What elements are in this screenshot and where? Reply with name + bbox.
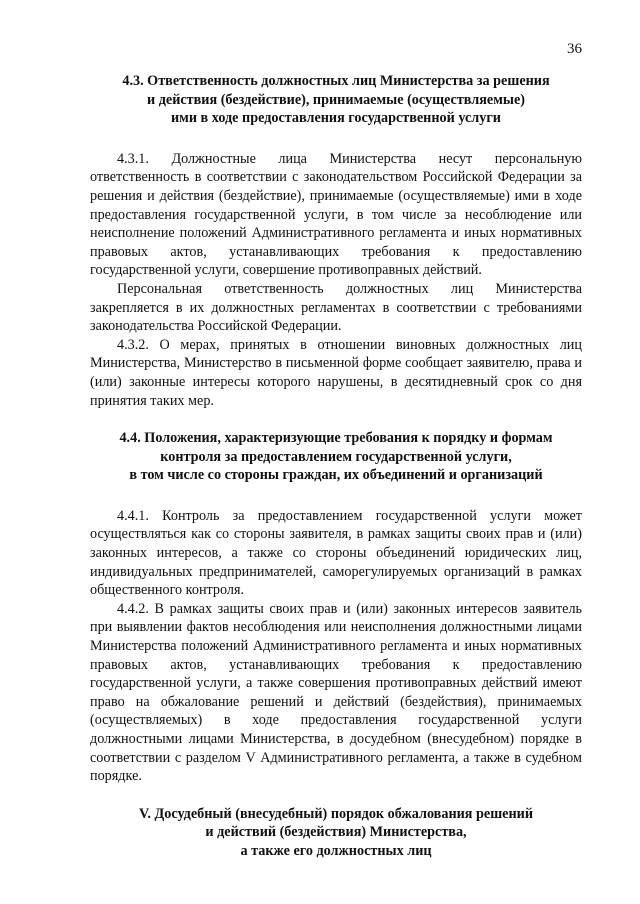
heading-line: контроля за предоставлением государственной услуги,	[160, 448, 512, 465]
paragraph-personal-responsibility: Персональная ответственность должностных лиц Министерства закрепляется в их должностных регламентах в соответствии с требованиями законодательства Российской Федерации.	[90, 280, 582, 335]
section-4-3	[90, 72, 582, 410]
heading-line: 4.4. Положения, характеризующие требования к порядку и формам	[119, 430, 553, 447]
section-v	[90, 805, 582, 861]
heading-line: 4.3. Ответственность должностных лиц Министерства за решения	[122, 73, 550, 89]
page-number: 36	[567, 41, 582, 57]
paragraph-4-4-2: 4.4.2. В рамках защиты своих прав и (или) законных интересов заявитель при выявлении фактов несоблюдения или неисполнения должностными лицами Министерства положений Административного регламента и иных нормативных правовых актов, устанавливающих требования к предоставлению государственной услуги, а также совершения противоправных действий имеют право на обжалование решений и действий (бездействия), принимаемых (осуществляемых) в ходе предоставления государственной услуги должностными лицами Министерства, в досудебном (внесудебном) порядке в соответствии с разделом V Административного регламента, а также в судебном порядке.	[90, 600, 582, 785]
paragraph-4-3-1: 4.3.1. Должностные лица Министерства несут персональную ответственность в соответствии с законодательством Российской Федерации за решения и действия (бездействие), принимаемые (осуществляемые) ими в ходе предоставления государственной услуги, в том числе за несоблюдение или неисполнение положений Административного регламента и иных нормативных правовых актов, устанавливающих требования к предоставлению государственной услуги, совершение противоправных действий.	[90, 150, 582, 279]
paragraph-4-3-2: 4.3.2. О мерах, принятых в отношении виновных должностных лиц Министерства, Министерство в письменной форме сообщает заявителю, права и (или) законные интересы которого нарушены, в десятидневный срок со дня принятия таких мер.	[90, 336, 582, 409]
section-heading	[90, 805, 582, 861]
section-heading	[90, 429, 582, 485]
heading-line: ими в ходе предоставления государственной услуги	[171, 110, 501, 127]
document-body	[90, 72, 582, 861]
heading-line: и действия (бездействие), принимаемые (осуществляемые)	[147, 91, 525, 108]
heading-line: и действий (бездействия) Министерства,	[205, 824, 467, 841]
heading-line: V. Досудебный (внесудебный) порядок обжалования решений	[139, 805, 533, 822]
section-heading	[90, 72, 582, 128]
section-4-4	[90, 429, 582, 786]
heading-line: в том числе со стороны граждан, их объединений и организаций	[129, 467, 543, 484]
heading-line: а также его должностных лиц	[240, 842, 432, 859]
paragraph-4-4-1: 4.4.1. Контроль за предоставлением государственной услуги может осуществляться как со стороны заявителя, в рамках защиты своих прав и (или) законных интересов, а также со стороны объединений юридических лиц, индивидуальных предпринимателей, саморегулируемых организаций в рамках общественного контроля.	[90, 507, 582, 599]
